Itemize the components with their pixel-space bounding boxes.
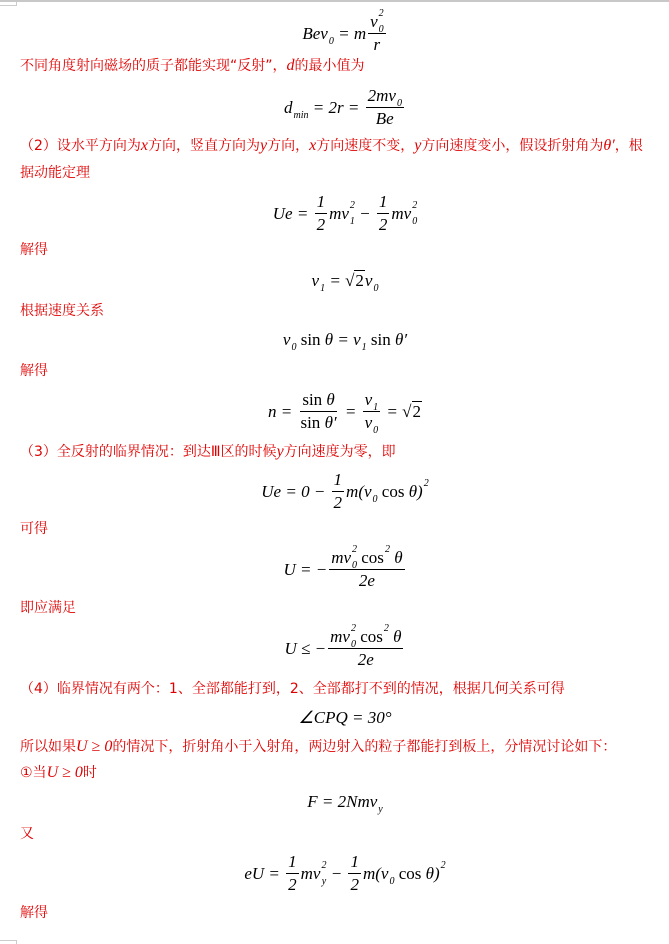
math-function: sin bbox=[366, 330, 396, 349]
math-text: θ bbox=[326, 390, 335, 409]
denominator bbox=[372, 34, 383, 55]
superscript: 2 bbox=[383, 623, 389, 634]
subscript-empty bbox=[385, 561, 390, 571]
equation-content bbox=[283, 544, 406, 591]
equation bbox=[0, 390, 669, 436]
numerator bbox=[315, 192, 328, 214]
text-run: 解得 bbox=[20, 363, 48, 379]
equation bbox=[0, 708, 669, 728]
math-text: 1 bbox=[350, 852, 359, 871]
fraction bbox=[348, 852, 361, 895]
numerator bbox=[332, 470, 345, 492]
math-text: v bbox=[364, 270, 373, 290]
equation-content bbox=[307, 792, 383, 815]
math-text: 1 bbox=[288, 852, 297, 871]
solution-text bbox=[20, 442, 396, 462]
math-text: 2 bbox=[288, 875, 297, 894]
math-function: cos bbox=[355, 627, 383, 646]
fraction bbox=[368, 8, 386, 55]
inline-math: U ≥ 0 bbox=[46, 764, 83, 781]
math-text: = bbox=[340, 401, 361, 421]
top-border bbox=[0, 0, 669, 2]
numerator bbox=[328, 623, 403, 650]
numerator bbox=[363, 390, 381, 412]
solution-text bbox=[20, 163, 90, 183]
text-run: 的最小值为 bbox=[294, 58, 365, 74]
equation bbox=[0, 470, 669, 513]
equation bbox=[0, 330, 669, 353]
math-text: θ) bbox=[425, 863, 440, 883]
subscript: 0 bbox=[328, 35, 334, 47]
subscript: 0 bbox=[378, 24, 384, 35]
fraction bbox=[315, 192, 328, 235]
page-corner-mark-bottom bbox=[0, 940, 17, 944]
text-run: 解得 bbox=[20, 905, 48, 921]
inline-math: y bbox=[260, 137, 268, 154]
equation-content bbox=[284, 86, 406, 129]
math-text: U = − bbox=[283, 559, 328, 579]
math-text: = bbox=[382, 401, 403, 421]
denominator bbox=[332, 492, 345, 513]
text-run: （4）临界情况有两个：1、全部都能打到，2、全部都打不到的情况，根据几何关系可得 bbox=[20, 681, 565, 697]
subscript-empty bbox=[384, 640, 389, 650]
subscript-empty bbox=[424, 495, 429, 505]
math-text: F = 2Nmv bbox=[307, 792, 378, 811]
text-run: 可得 bbox=[20, 521, 48, 537]
subscript: 0 bbox=[352, 560, 358, 571]
denominator bbox=[363, 412, 381, 436]
math-text: ∠CPQ = 30° bbox=[298, 708, 392, 727]
math-text: θ′ bbox=[324, 413, 337, 432]
text-run: 方向，竖直方向为 bbox=[148, 138, 261, 154]
text-run: 时 bbox=[82, 765, 97, 781]
text-run: ，根 bbox=[614, 138, 643, 154]
superscript-empty bbox=[362, 327, 367, 337]
math-text: v bbox=[364, 413, 373, 432]
equation-content bbox=[298, 708, 391, 728]
equation bbox=[0, 270, 669, 294]
math-text: r bbox=[373, 35, 381, 54]
radical-sign-icon: √ bbox=[345, 270, 355, 290]
superscript-empty bbox=[378, 789, 382, 799]
superscript: 2 bbox=[384, 544, 390, 555]
fraction bbox=[332, 470, 345, 513]
text-run: 据动能定理 bbox=[20, 165, 90, 181]
script bbox=[440, 859, 446, 884]
radicand: 2 bbox=[412, 402, 421, 421]
subscript: 0 bbox=[373, 282, 379, 294]
solution-text bbox=[20, 519, 48, 539]
text-run: 即应满足 bbox=[20, 600, 76, 616]
superscript-empty bbox=[373, 387, 378, 397]
denominator bbox=[286, 874, 299, 895]
equation-content bbox=[273, 192, 417, 235]
math-text: v bbox=[364, 390, 373, 409]
math-text: 2 bbox=[350, 875, 359, 894]
text-run: 方向速度不变， bbox=[316, 138, 415, 154]
script bbox=[378, 8, 384, 35]
equation bbox=[0, 792, 669, 815]
equation-content bbox=[282, 330, 408, 353]
superscript: 2 bbox=[378, 8, 384, 19]
text-run: ①当 bbox=[20, 765, 47, 781]
math-text: n = bbox=[267, 401, 297, 421]
math-text: mv bbox=[300, 863, 321, 883]
math-text: v bbox=[370, 12, 378, 31]
solution-text bbox=[20, 824, 34, 844]
equation bbox=[0, 8, 669, 55]
math-text: − bbox=[354, 203, 375, 223]
superscript-empty bbox=[373, 410, 378, 420]
math-function: cos bbox=[394, 863, 426, 883]
math-text: m(v bbox=[362, 863, 389, 883]
fraction bbox=[363, 390, 381, 436]
math-text: θ′ bbox=[395, 330, 408, 349]
text-run: 方向速度变小，假设折射角为 bbox=[421, 138, 604, 154]
numerator bbox=[286, 852, 299, 874]
subscript: 0 bbox=[373, 425, 379, 436]
math-text: 2 bbox=[333, 493, 343, 512]
subscript: y bbox=[378, 804, 383, 815]
math-function: sin bbox=[300, 413, 325, 432]
inline-math: y bbox=[276, 443, 284, 460]
subscript: 1 bbox=[349, 215, 355, 227]
text-run: 方向速度为零，即 bbox=[283, 444, 396, 460]
math-text: − bbox=[326, 863, 347, 883]
superscript: 2 bbox=[423, 477, 429, 489]
math-text: Ue = bbox=[272, 203, 313, 223]
superscript-empty bbox=[397, 83, 402, 93]
inline-math: θ′ bbox=[603, 137, 615, 154]
numerator bbox=[300, 390, 336, 412]
solution-text bbox=[20, 679, 565, 699]
denominator bbox=[315, 214, 328, 235]
math-text: v bbox=[282, 330, 291, 349]
math-text: 2e bbox=[357, 650, 374, 669]
fraction bbox=[329, 544, 404, 591]
numerator bbox=[329, 544, 404, 571]
equation bbox=[0, 86, 669, 129]
denominator bbox=[374, 108, 396, 129]
subscript: 0 bbox=[372, 493, 378, 505]
math-text: mv bbox=[331, 548, 352, 567]
text-run: 解得 bbox=[20, 242, 48, 258]
solution-text bbox=[20, 763, 97, 783]
math-text: Bev bbox=[302, 23, 328, 43]
math-text: mv bbox=[391, 203, 412, 223]
solution-text bbox=[20, 301, 104, 321]
solution-text bbox=[20, 361, 48, 381]
denominator bbox=[357, 570, 377, 591]
solution-text bbox=[20, 903, 48, 923]
math-text: U ≤ − bbox=[284, 638, 327, 658]
numerator bbox=[348, 852, 361, 874]
equation-content bbox=[267, 390, 422, 436]
fraction bbox=[366, 86, 404, 129]
math-text: Be bbox=[375, 109, 394, 128]
fraction bbox=[328, 623, 403, 670]
superscript-empty bbox=[389, 861, 394, 871]
subscript: y bbox=[321, 875, 327, 887]
superscript: 2 bbox=[440, 859, 446, 871]
math-text: θ bbox=[388, 627, 402, 646]
subscript: 0 bbox=[291, 342, 297, 353]
superscript-empty bbox=[373, 268, 378, 278]
solution-text bbox=[20, 240, 48, 260]
script bbox=[373, 413, 379, 436]
text-run: （3）全反射的临界情况：到达Ⅲ区的时候 bbox=[20, 444, 277, 460]
page-corner-mark bbox=[0, 2, 17, 6]
inline-math: d bbox=[286, 57, 295, 74]
script bbox=[373, 271, 379, 294]
superscript: 2 bbox=[412, 199, 418, 211]
math-text: θ = v bbox=[324, 330, 361, 349]
equation bbox=[0, 192, 669, 235]
math-text: v bbox=[311, 270, 320, 290]
denominator bbox=[298, 412, 338, 433]
inline-math: U ≥ 0 bbox=[76, 738, 113, 755]
equation-content bbox=[302, 8, 387, 55]
subscript: 0 bbox=[412, 215, 418, 227]
subscript: 0 bbox=[389, 875, 395, 887]
script bbox=[396, 86, 402, 109]
equation-content bbox=[244, 852, 445, 895]
math-text: 2e bbox=[358, 571, 375, 590]
math-text: d bbox=[284, 97, 293, 117]
subscript: 1 bbox=[373, 402, 379, 413]
radical-sign-icon: √ bbox=[402, 401, 412, 421]
text-run: 的情况下，折射角小于入射角，两边射入的粒子都能打到板上，分情况讨论如下： bbox=[112, 739, 617, 755]
math-text: m(v bbox=[346, 481, 372, 501]
numerator bbox=[377, 192, 390, 214]
equation bbox=[0, 623, 669, 670]
math-text: 1 bbox=[378, 192, 388, 211]
math-text: θ) bbox=[408, 481, 423, 501]
math-function: cos bbox=[377, 481, 409, 501]
script bbox=[373, 390, 379, 413]
superscript: 2 bbox=[352, 544, 358, 555]
text-run: 所以如果 bbox=[20, 739, 76, 755]
equation-content bbox=[311, 270, 379, 294]
script bbox=[423, 477, 429, 502]
denominator bbox=[348, 874, 361, 895]
math-function: sin bbox=[302, 390, 327, 409]
math-text: 1 bbox=[333, 470, 343, 489]
equation bbox=[0, 852, 669, 895]
square-root bbox=[402, 401, 422, 422]
denominator bbox=[377, 214, 390, 235]
solution-text bbox=[20, 737, 616, 757]
script bbox=[378, 792, 383, 815]
numerator bbox=[366, 86, 404, 108]
fraction bbox=[298, 390, 338, 433]
text-run: 不同角度射向磁场的质子都能实现“反射”， bbox=[20, 58, 287, 74]
superscript-empty bbox=[373, 479, 378, 489]
subscript: 0 bbox=[396, 98, 402, 109]
solution-text bbox=[20, 56, 365, 76]
text-run: （2）设水平方向为 bbox=[20, 138, 141, 154]
math-text: Ue = 0 − bbox=[261, 481, 330, 501]
superscript: 2 bbox=[321, 859, 327, 871]
equation-content bbox=[284, 623, 406, 670]
superscript: 2 bbox=[349, 199, 355, 211]
numerator bbox=[368, 8, 386, 35]
denominator bbox=[356, 649, 376, 670]
math-text: mv bbox=[329, 203, 349, 223]
inline-math: x bbox=[140, 137, 149, 154]
inline-math: x bbox=[309, 137, 317, 154]
math-text: 2mv bbox=[367, 86, 396, 105]
radicand: 2 bbox=[355, 271, 364, 290]
square-root bbox=[345, 270, 365, 291]
subscript: 0 bbox=[350, 639, 356, 650]
text-run: 又 bbox=[20, 826, 34, 842]
superscript-empty bbox=[320, 268, 325, 278]
fraction bbox=[286, 852, 299, 895]
math-text: 2 bbox=[378, 215, 388, 234]
text-run: 方向， bbox=[267, 138, 310, 154]
superscript: 2 bbox=[350, 623, 356, 634]
superscript-empty bbox=[291, 327, 296, 337]
math-text: = m bbox=[333, 23, 367, 43]
fraction bbox=[377, 192, 390, 235]
math-text: eU = bbox=[244, 863, 285, 883]
math-text: mv bbox=[330, 627, 350, 646]
subscript-empty bbox=[441, 877, 446, 887]
math-function: cos bbox=[357, 548, 384, 567]
math-function: sin bbox=[296, 330, 325, 349]
equation-content bbox=[261, 470, 428, 513]
math-text: θ bbox=[389, 548, 403, 567]
equation bbox=[0, 544, 669, 591]
subscript: min bbox=[293, 109, 309, 121]
solution-text bbox=[20, 598, 76, 618]
math-text: = bbox=[325, 270, 346, 290]
superscript-empty bbox=[294, 95, 309, 105]
solution-text bbox=[20, 136, 643, 156]
script bbox=[412, 199, 418, 227]
subscript: 1 bbox=[320, 282, 326, 294]
inline-math: y bbox=[414, 137, 422, 154]
subscript: 1 bbox=[361, 342, 367, 353]
script bbox=[293, 98, 309, 121]
math-text: = 2r = bbox=[308, 97, 364, 117]
text-run: 根据速度关系 bbox=[20, 303, 104, 319]
superscript-empty bbox=[329, 21, 334, 31]
math-text: 2 bbox=[316, 215, 326, 234]
math-text: 1 bbox=[316, 192, 326, 211]
